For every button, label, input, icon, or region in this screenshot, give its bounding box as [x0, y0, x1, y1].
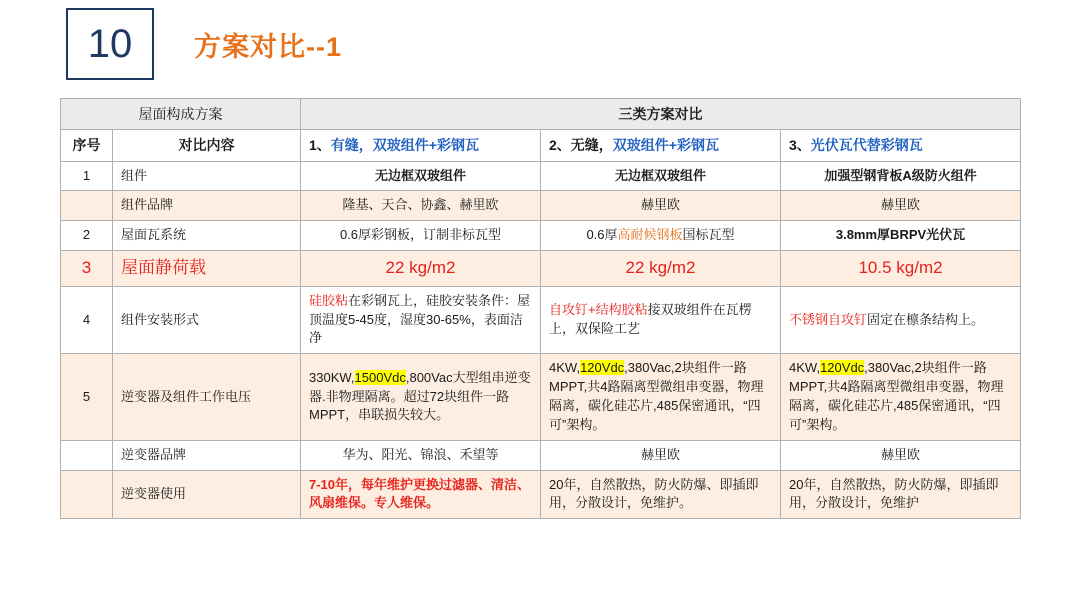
row-value-c: 4KW,120Vdc,380Vac,2块组件一路MPPT,共4路隔离型微组串变器，物理隔离，碳化硅芯片,485保密通讯，“四可”架构。 [781, 354, 1021, 440]
table-row-static-load [61, 251, 1021, 287]
row-label: 逆变器品牌 [113, 440, 301, 470]
row-seq [61, 470, 113, 519]
row-value-c: 10.5 kg/m2 [781, 251, 1021, 287]
row-value-c: 加强型钢背板A级防火组件 [781, 161, 1021, 191]
row-seq: 2 [61, 221, 113, 251]
row-value-a: 330KW,1500Vdc,800Vac大型组串逆变器.非物理隔离。超过72块组件一路MPPT，串联损失较大。 [301, 354, 541, 440]
row-value-b: 赫里欧 [541, 440, 781, 470]
row-value-a: 7-10年，每年维护更换过滤器、清洁、风扇维保。专人维保。 [301, 470, 541, 519]
row-seq: 4 [61, 286, 113, 354]
col-head-option-1: 1、有缝，双玻组件+彩钢瓦 [301, 130, 541, 161]
row-value-c: 20年，自然散热，防火防爆，即插即用，分散设计，免维护 [781, 470, 1021, 519]
table-row [61, 470, 1021, 519]
col-head-option-3: 3、光伏瓦代替彩钢瓦 [781, 130, 1021, 161]
comparison-table [60, 98, 1021, 519]
row-label: 屋面静荷载 [113, 251, 301, 287]
row-value-b: 0.6厚高耐候钢板国标瓦型 [541, 221, 781, 251]
row-value-a: 0.6厚彩钢板，订制非标瓦型 [301, 221, 541, 251]
slide-header [66, 8, 342, 80]
row-label: 组件安装形式 [113, 286, 301, 354]
row-value-a: 无边框双玻组件 [301, 161, 541, 191]
row-seq [61, 191, 113, 221]
row-value-b: 赫里欧 [541, 191, 781, 221]
row-label: 组件品牌 [113, 191, 301, 221]
row-value-a: 华为、阳光、锦浪、禾望等 [301, 440, 541, 470]
col-head-content: 对比内容 [113, 130, 301, 161]
col-head-option-2: 2、无缝，双玻组件+彩钢瓦 [541, 130, 781, 161]
table-row [61, 191, 1021, 221]
row-label: 逆变器使用 [113, 470, 301, 519]
header-roof-scheme: 屋面构成方案 [61, 99, 301, 130]
row-value-b: 自攻钉+结构胶粘接双玻组件在瓦楞上，双保险工艺 [541, 286, 781, 354]
table-header-row [61, 99, 1021, 130]
row-seq [61, 440, 113, 470]
row-label: 组件 [113, 161, 301, 191]
row-value-a: 隆基、天合、协鑫、赫里欧 [301, 191, 541, 221]
slide-number-box [66, 8, 154, 80]
row-seq: 3 [61, 251, 113, 287]
table-row [61, 161, 1021, 191]
table-row [61, 286, 1021, 354]
table-column-head-row [61, 130, 1021, 161]
row-value-b: 20年，自然散热，防火防爆、即插即用，分散设计，免维护。 [541, 470, 781, 519]
row-seq: 1 [61, 161, 113, 191]
col-head-seq: 序号 [61, 130, 113, 161]
row-value-c: 不锈钢自攻钉固定在檩条结构上。 [781, 286, 1021, 354]
table-row [61, 354, 1021, 440]
row-label: 屋面瓦系统 [113, 221, 301, 251]
row-value-c: 赫里欧 [781, 191, 1021, 221]
header-three-schemes: 三类方案对比 [301, 99, 1021, 130]
row-value-b: 4KW,120Vdc,380Vac,2块组件一路MPPT,共4路隔离型微组串变器，物理隔离，碳化硅芯片,485保密通讯，“四可”架构。 [541, 354, 781, 440]
row-value-b: 22 kg/m2 [541, 251, 781, 287]
row-value-c: 3.8mm厚BRPV光伏瓦 [781, 221, 1021, 251]
row-value-b: 无边框双玻组件 [541, 161, 781, 191]
table-row [61, 440, 1021, 470]
comparison-table-wrapper [60, 98, 1020, 519]
table-row [61, 221, 1021, 251]
row-value-a: 硅胶粘在彩钢瓦上，硅胶安装条件：屋顶温度5-45度，湿度30-65%，表面洁净 [301, 286, 541, 354]
page-title: 方案对比--1 [194, 31, 342, 62]
row-value-c: 赫里欧 [781, 440, 1021, 470]
row-label: 逆变器及组件工作电压 [113, 354, 301, 440]
row-value-a: 22 kg/m2 [301, 251, 541, 287]
slide-number: 10 [87, 22, 133, 66]
row-seq: 5 [61, 354, 113, 440]
